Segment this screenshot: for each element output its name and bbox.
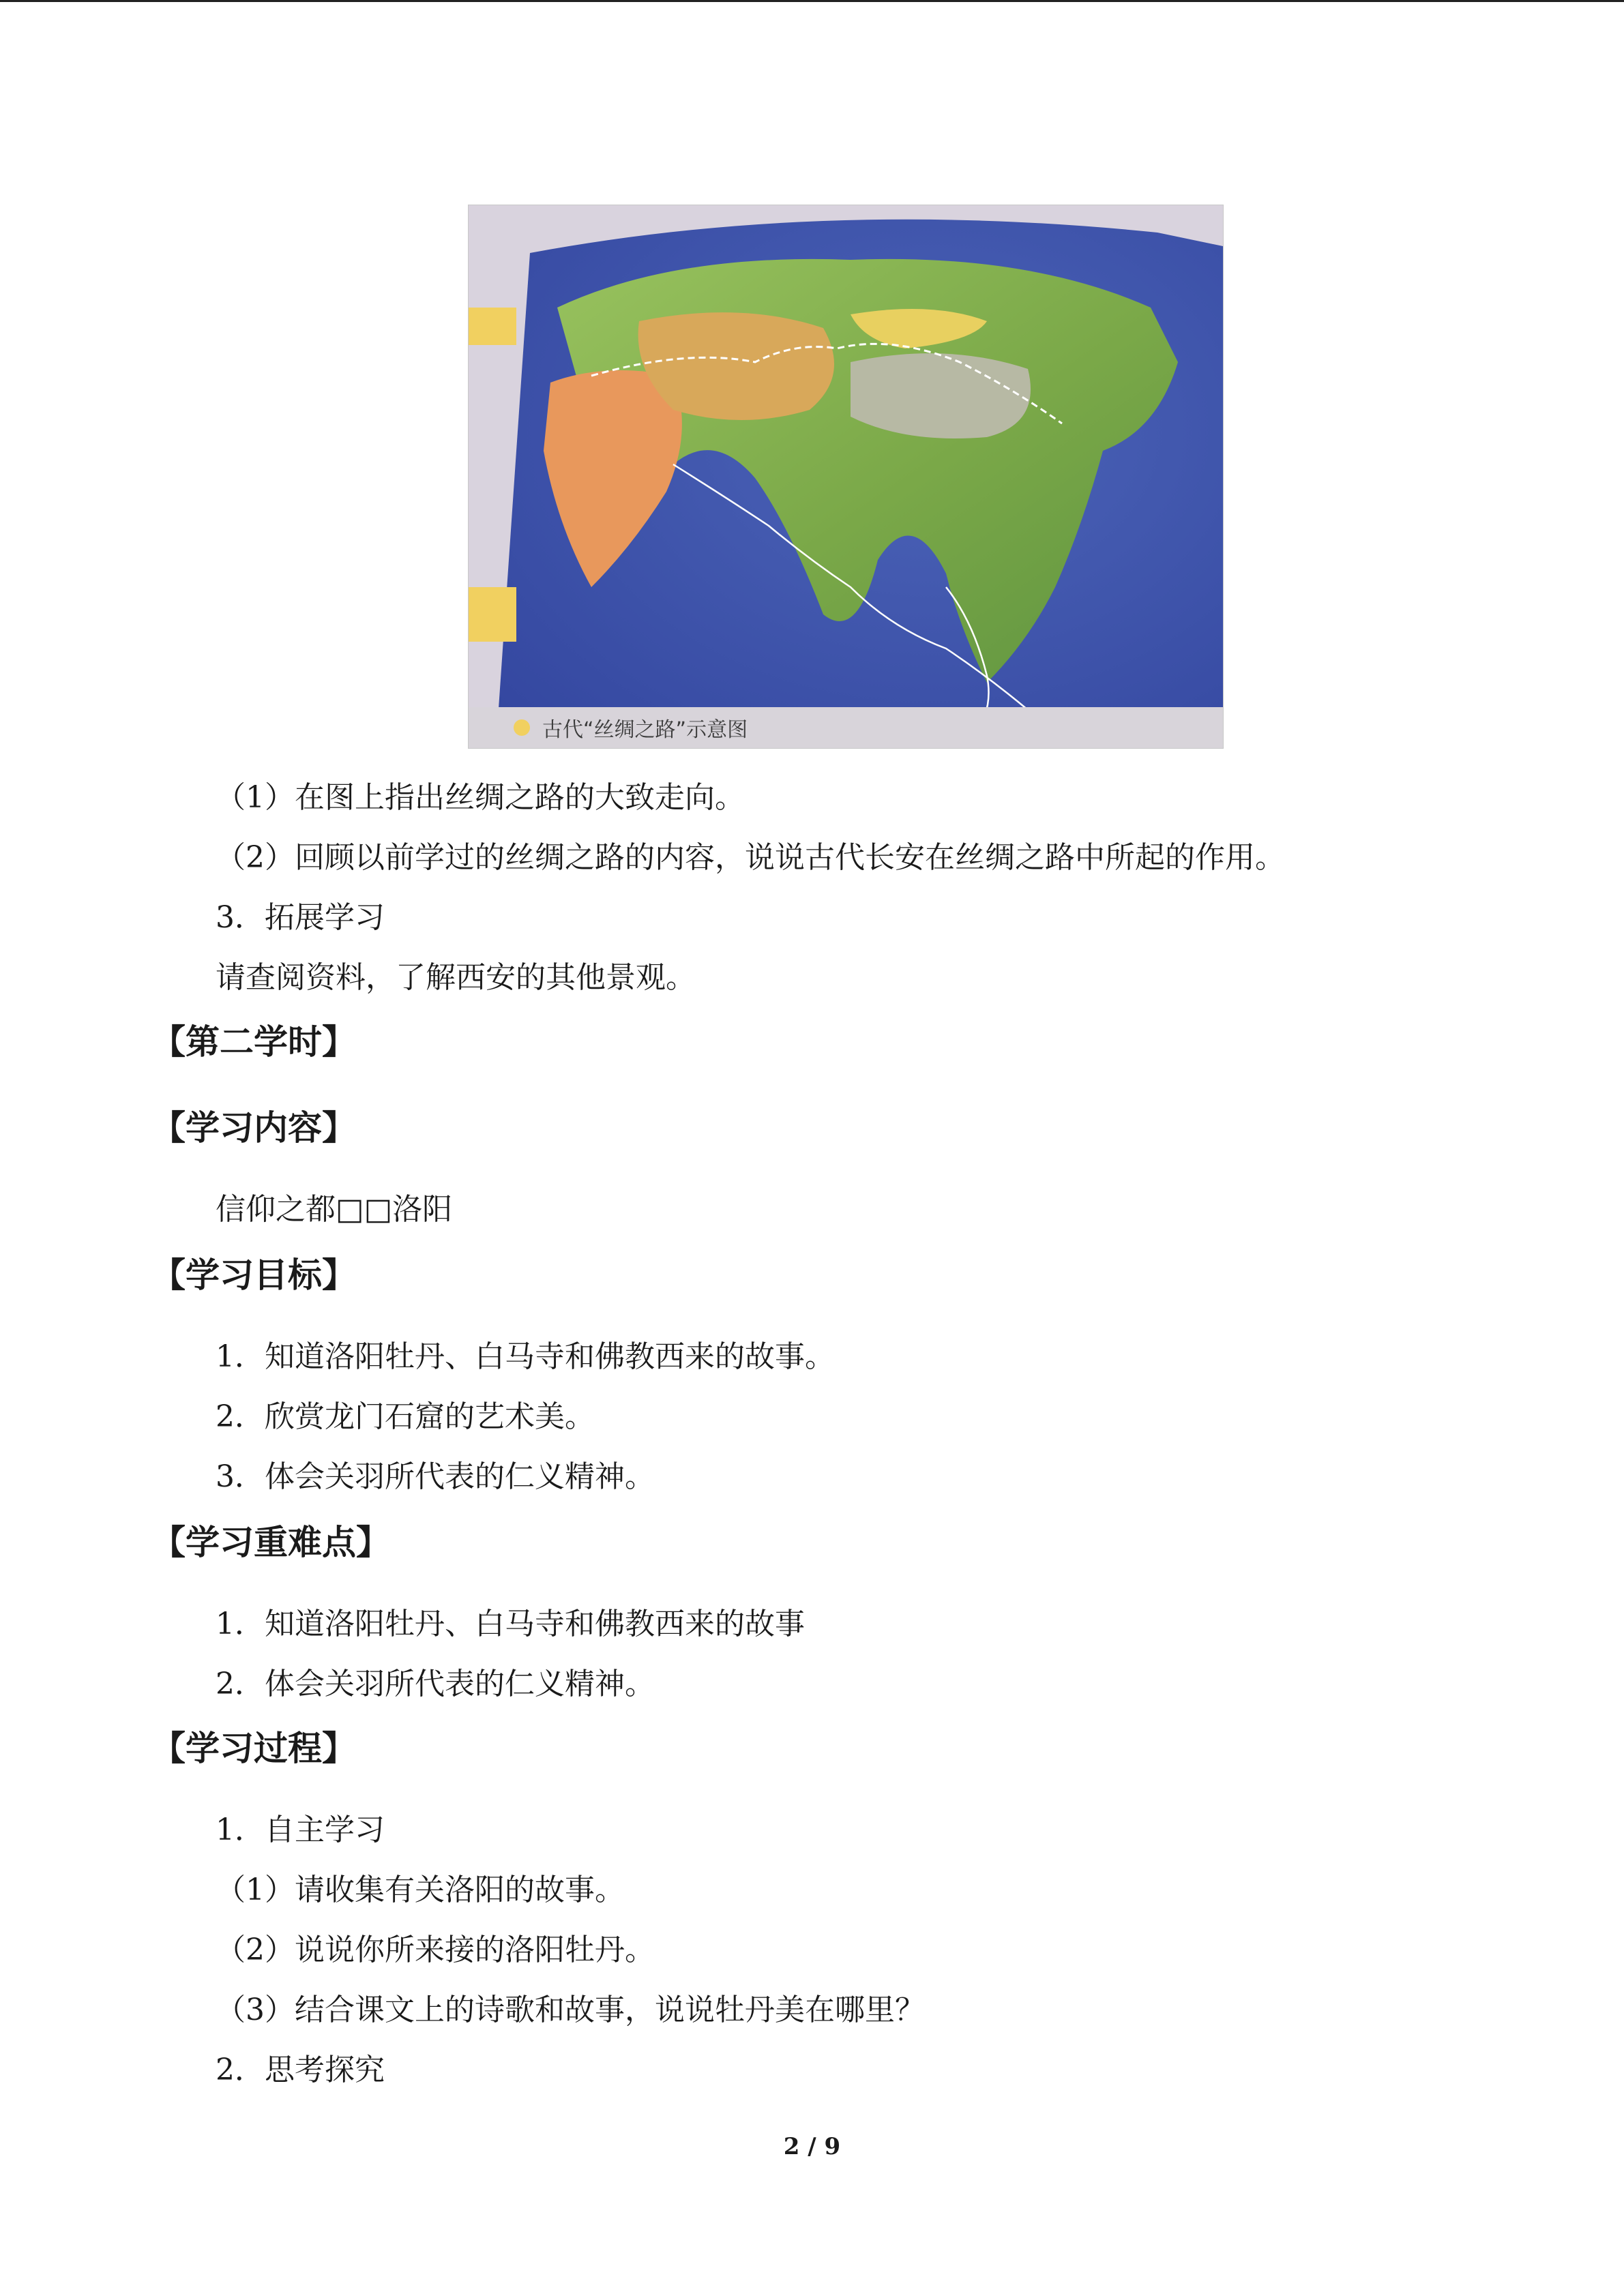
key-point-item: 1．知道洛阳牡丹、白马寺和佛教西来的故事 <box>216 1607 805 1641</box>
silk-road-map-figure <box>468 205 1224 749</box>
process-item: 1．自主学习 <box>216 1813 385 1847</box>
key-points-heading: 【学习重难点】 <box>151 1523 390 1562</box>
extension-heading: 3．拓展学习 <box>216 900 385 935</box>
process-heading: 【学习过程】 <box>151 1729 356 1768</box>
process-item: （3）结合课文上的诗歌和故事，说说牡丹美在哪里？ <box>216 1993 925 2027</box>
content-text: 信仰之都□□洛阳 <box>216 1192 453 1227</box>
objective-item: 3．体会关羽所代表的仁义精神。 <box>216 1459 655 1494</box>
extension-text: 请查阅资料，了解西安的其他景观。 <box>216 960 696 995</box>
second-period-heading: 【第二学时】 <box>151 1022 356 1062</box>
top-rule <box>0 0 1624 2</box>
objective-item: 2．欣赏龙门石窟的艺术美。 <box>216 1399 595 1434</box>
map-task-2: （2）回顾以前学过的丝绸之路的内容，说说古代长安在丝绸之路中所起的作用。 <box>216 840 1285 875</box>
content-heading: 【学习内容】 <box>151 1108 356 1148</box>
map-task-1: （1）在图上指出丝绸之路的大致走向。 <box>216 780 745 815</box>
caption-marker-icon <box>514 719 530 736</box>
silk-road-map-image <box>469 205 1223 748</box>
figure-caption: 古代“丝绸之路”示意图 <box>542 718 748 742</box>
process-item: 2．思考探究 <box>216 2053 385 2087</box>
page-number: 2 / 9 <box>783 2133 841 2160</box>
objectives-heading: 【学习目标】 <box>151 1255 356 1295</box>
objective-item: 1．知道洛阳牡丹、白马寺和佛教西来的故事。 <box>216 1339 835 1374</box>
process-item: （1）请收集有关洛阳的故事。 <box>216 1873 625 1907</box>
key-point-item: 2．体会关羽所代表的仁义精神。 <box>216 1667 655 1701</box>
process-item: （2）说说你所来接的洛阳牡丹。 <box>216 1933 655 1967</box>
